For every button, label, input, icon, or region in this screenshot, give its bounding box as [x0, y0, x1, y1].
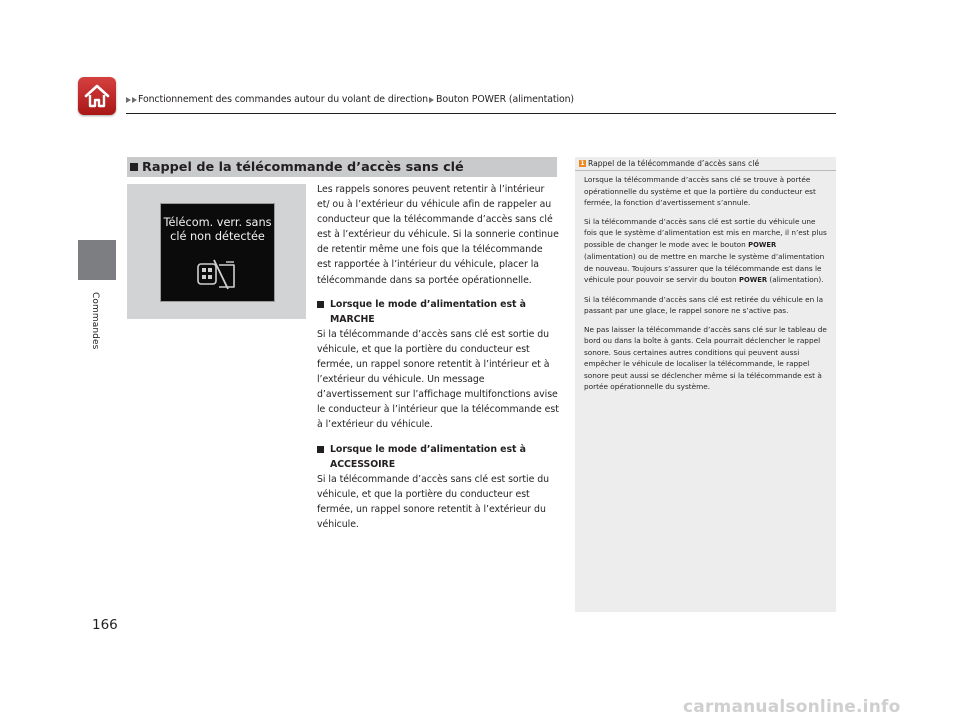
subheading-text: Lorsque le mode d’alimentation est à ACCESSOIRE: [330, 443, 526, 470]
on-mode-paragraph: Si la télécommande d’accès sans clé est sortie du véhicule, et que la portière du conducteur est fermée, un rappel sonore retentit à l’intérieur et à l’extérieur du véhicule. Un message d’avertissement sur l’affichage multifonctions avise le conducteur à l’intérieur que la télécommande est à l’extérieur du véhicule.: [317, 328, 559, 431]
note-marker-icon: 1: [580, 160, 585, 167]
multi-information-display: [160, 203, 275, 302]
note-title: [579, 159, 759, 168]
watermark: carmanualsonline.info: [683, 697, 901, 717]
breadcrumb: [126, 94, 574, 105]
note-paragraph: Si la télécommande d’accès sans clé est retirée du véhicule en la passant par une glace, le rappel sonore ne s’active pas.: [584, 294, 824, 315]
power-button-label: POWER: [738, 276, 768, 284]
home-icon: [83, 83, 111, 109]
power-button-label: POWER: [748, 240, 777, 249]
section-heading: [127, 157, 557, 177]
note-paragraph: Ne pas laisser la télécommande d’accès sans clé sur le tableau de bord ou dans la boîte à gants. Cela pourrait déclencher le rappel sonore. Sous certaines autres conditions qui peuvent aussi empêcher le véhicule de localiser la télécommande, le rappel sonore peut aussi se déclencher même si la télécommande est à portée opérationnelle du système.: [584, 324, 827, 391]
chapter-tab[interactable]: [78, 240, 116, 280]
display-message-line: Télécom. verr. sans: [163, 216, 272, 229]
note-paragraph: [584, 216, 830, 287]
breadcrumb-arrow-icon: [126, 97, 131, 103]
note-divider: [575, 170, 836, 171]
breadcrumb-arrow-icon: [429, 97, 434, 103]
note-paragraph: Lorsque la télécommande d’accès sans clé se trouve à portée opérationnelle du système et que la portière du conducteur est fermée, la fonction d’avertissement s’annule.: [584, 175, 816, 207]
header-divider: [126, 113, 836, 114]
note-text-run: Si la télécommande d’accès sans clé est sortie du véhicule une fois que le système d’alimentation est mis en marche, il n’est plus possible de changer le mode avec le bouton: [584, 216, 827, 249]
breadcrumb-item[interactable]: Bouton POWER (alimentation): [436, 94, 574, 105]
square-bullet-icon: [317, 301, 324, 308]
home-button[interactable]: [78, 77, 116, 115]
breadcrumb-item[interactable]: Fonctionnement des commandes autour du volant de direction: [138, 94, 429, 105]
subheading-accessory-mode: [317, 442, 559, 472]
accessory-mode-paragraph: Si la télécommande d’accès sans clé est sortie du véhicule, et que la portière du conducteur est fermée, un rappel sonore retentit à l’extérieur du véhicule.: [317, 473, 550, 530]
subheading-text: Lorsque le mode d’alimentation est à MARCHE: [330, 298, 526, 325]
display-message: [161, 216, 274, 244]
note-text-run: (alimentation) ou de mettre en marche le système d’alimentation de nouveau. Toujours s’assurer que la télécommande est dans le véhicule pour pouvoir se servir du bouton: [584, 252, 825, 284]
section-body: [317, 182, 559, 541]
chapter-label: Commandes: [90, 292, 100, 350]
page-number: 166: [92, 617, 118, 633]
subheading-on-mode: [317, 297, 559, 327]
square-bullet-icon: [130, 163, 138, 171]
breadcrumb-arrow-icon: [132, 97, 137, 103]
keyless-remote-out-icon: [195, 257, 239, 291]
section-title: Rappel de la télécommande d’accès sans clé: [142, 159, 464, 175]
square-bullet-icon: [317, 446, 324, 453]
intro-paragraph: Les rappels sonores peuvent retentir à l’intérieur et/ ou à l’extérieur du véhicule afin de rappeler au conducteur que la télécommande d’accès sans clé est à l’extérieur du véhicule. Si la sonnerie continue de retentir même une fois que la télécommande est rapportée à l’intérieur du véhicule, placer la télécommande dans sa portée opérationnelle.: [317, 184, 559, 286]
display-illustration: [127, 184, 306, 319]
note-body: [584, 174, 830, 400]
side-note: [575, 157, 836, 612]
note-text-run: (alimentation).: [767, 275, 824, 284]
note-title-text: Rappel de la télécommande d’accès sans clé: [588, 159, 760, 168]
display-message-line: clé non détectée: [170, 230, 265, 243]
